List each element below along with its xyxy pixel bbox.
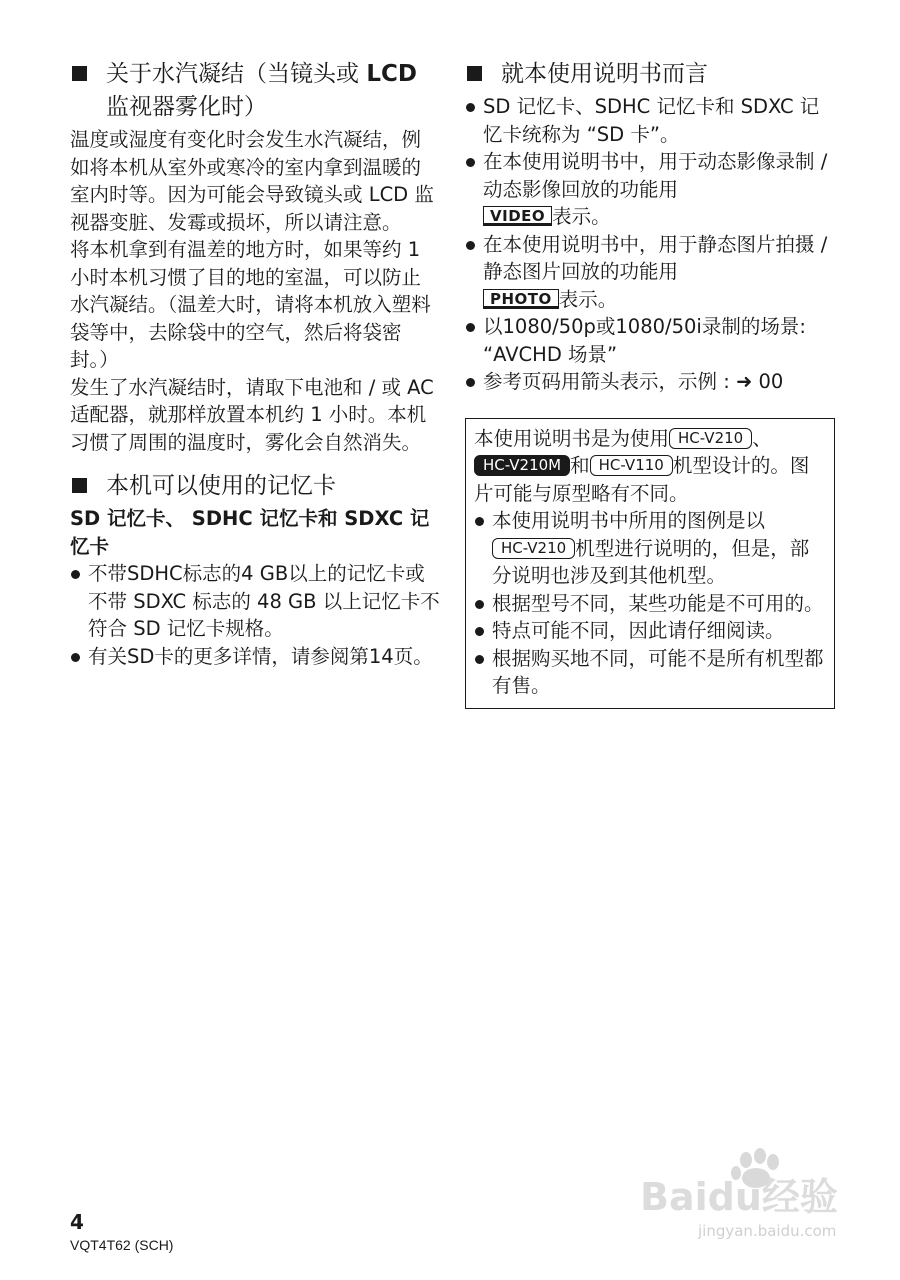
arrow-right-icon: ➜ bbox=[735, 370, 753, 393]
memory-card-bullets bbox=[70, 560, 440, 670]
model-note-intro: 本使用说明书是为使用 HC-V210 、 HC-V210M 和 HC-V110 机型设计的。图片可能与原型略有不同。 bbox=[474, 426, 810, 505]
list-item: 有关SD卡的更多详情，请参阅第14页。 bbox=[70, 643, 440, 671]
list-item: SD 记忆卡、SDHC 记忆卡和 SDXC 记忆卡统称为 “SD 卡”。 bbox=[465, 93, 835, 148]
model-note-bullets bbox=[474, 507, 826, 700]
square-bullet-icon bbox=[72, 66, 87, 81]
list-item: 本使用说明书中所用的图例是以 HC-V210 机型进行说明的，但是，部分说明也涉及到其他机型。 bbox=[474, 507, 826, 590]
square-bullet-icon bbox=[467, 66, 482, 81]
video-mode-badge: VIDEO bbox=[483, 206, 552, 226]
model-note-box bbox=[465, 418, 835, 709]
baidu-jingyan-watermark-logo bbox=[638, 1148, 848, 1248]
list-item: 不带SDHC标志的4 GB以上的记忆卡或不带 SDXC 标志的 48 GB 以上记忆卡不符合 SD 记忆卡规格。 bbox=[70, 560, 440, 643]
bullet-dot-icon bbox=[466, 323, 475, 332]
condensation-paragraph-3: 发生了水汽凝结时，请取下电池和 / 或 AC 适配器，就那样放置本机约 1 小时。本机习惯了周围的温度时，雾化会自然消失。 bbox=[70, 375, 434, 454]
card-types-subheading: SD 记忆卡、 SDHC 记忆卡和 SDXC 记忆卡 bbox=[70, 507, 430, 558]
svg-text:jingyan.baidu.com: jingyan.baidu.com bbox=[698, 1222, 837, 1240]
bullet-dot-icon bbox=[71, 653, 80, 662]
model-badge-hc-v210m: HC-V210M bbox=[474, 455, 570, 476]
bullet-dot-icon bbox=[71, 570, 80, 579]
list-item: 在本使用说明书中，用于动态影像录制 / 动态影像回放的功能用 VIDEO 表示。 bbox=[465, 148, 835, 231]
bullet-dot-icon bbox=[475, 517, 484, 526]
list-item: 参考页码用箭头表示，示例 : ➜ 00 bbox=[465, 368, 835, 396]
section-heading-condensation: 关于水汽凝结（当镜头或 LCD 监视器雾化时） bbox=[70, 58, 440, 124]
bullet-dot-icon bbox=[466, 378, 475, 387]
square-bullet-icon bbox=[72, 478, 87, 493]
list-item: 在本使用说明书中，用于静态图片拍摄 / 静态图片回放的功能用 PHOTO 表示。 bbox=[465, 231, 835, 314]
list-item: 根据购买地不同，可能不是所有机型都有售。 bbox=[474, 645, 826, 700]
condensation-paragraph-2: 将本机拿到有温差的地方时，如果等约 1 小时本机习惯了目的地的室温，可以防止水汽凝结。（温差大时，请将本机放入塑料袋等中，去除袋中的空气，然后将袋密封。） bbox=[70, 238, 431, 371]
list-item: 根据型号不同，某些功能是不可用的。 bbox=[474, 590, 826, 618]
svg-text:Baidu经验: Baidu经验 bbox=[640, 1175, 838, 1219]
model-badge-hc-v210: HC-V210 bbox=[492, 538, 575, 559]
list-item: 以1080/50p或1080/50i录制的场景: “AVCHD 场景” bbox=[465, 313, 835, 368]
bullet-dot-icon bbox=[475, 627, 484, 636]
right-column bbox=[465, 58, 835, 709]
bullet-dot-icon bbox=[475, 655, 484, 664]
model-badge-hc-v210: HC-V210 bbox=[669, 428, 752, 449]
section-heading-memory-cards: 本机可以使用的记忆卡 bbox=[70, 470, 440, 503]
bullet-dot-icon bbox=[466, 241, 475, 250]
photo-mode-badge: PHOTO bbox=[483, 289, 559, 309]
document-code: VQT4T62 (SCH) bbox=[70, 1237, 174, 1253]
convention-bullets bbox=[465, 93, 835, 396]
list-item: 特点可能不同，因此请仔细阅读。 bbox=[474, 617, 826, 645]
condensation-paragraph-1: 温度或湿度有变化时会发生水汽凝结，例如将本机从室外或寒冷的室内拿到温暖的室内时等。因为可能会导致镜头或 LCD 监视器变脏、发霉或损坏，所以请注意。 bbox=[70, 128, 434, 234]
section-heading-manual-conventions: 就本使用说明书而言 bbox=[465, 58, 835, 91]
page-number: 4 bbox=[70, 1210, 84, 1234]
bullet-dot-icon bbox=[466, 103, 475, 112]
bullet-dot-icon bbox=[466, 158, 475, 167]
bullet-dot-icon bbox=[475, 600, 484, 609]
model-badge-hc-v110: HC-V110 bbox=[590, 455, 673, 476]
left-column bbox=[70, 58, 440, 670]
